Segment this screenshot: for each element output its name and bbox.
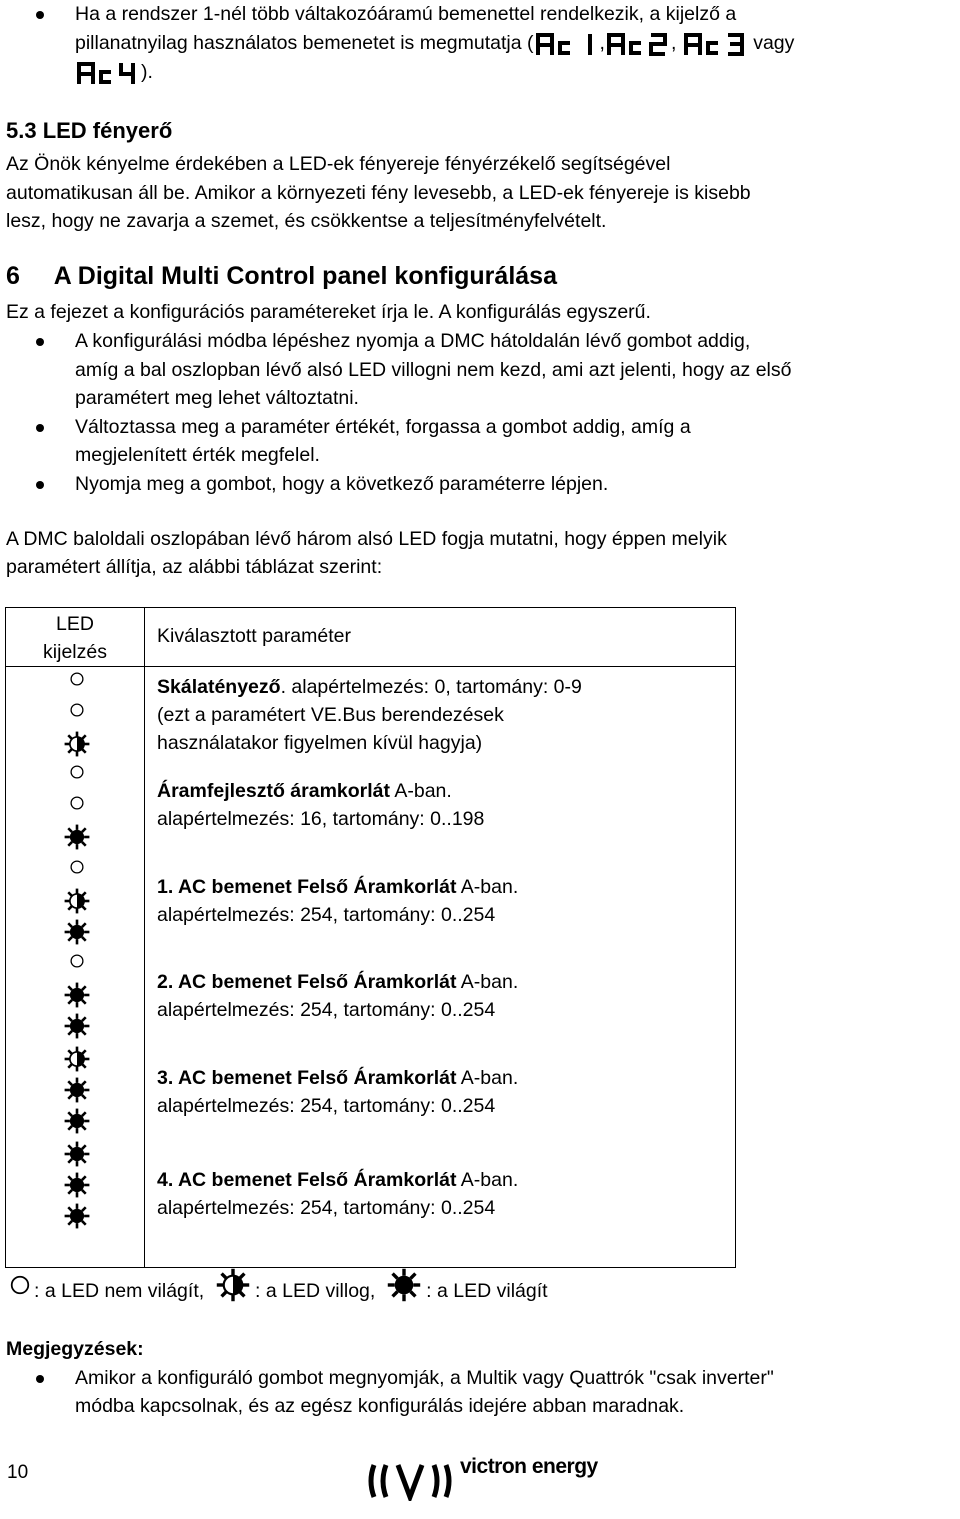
led-on-icon bbox=[64, 1172, 90, 1204]
intro-end: ). bbox=[141, 61, 153, 83]
bullet-dot bbox=[36, 481, 44, 489]
legend bbox=[6, 1268, 548, 1316]
display-ac1-icon bbox=[534, 31, 600, 57]
led-off-icon bbox=[6, 1271, 34, 1313]
section-6-para: A DMC baloldali oszlopában lévő három alsó LED fogja mutatni, hogy éppen melyik bbox=[6, 528, 727, 550]
led-on-icon bbox=[64, 919, 90, 951]
param-row-5 bbox=[157, 1064, 518, 1120]
bullet-dot bbox=[36, 424, 44, 432]
section-6-intro: Ez a fejezet a konfigurációs paramétereket írja le. A konfigurálás egyszerű. bbox=[6, 301, 651, 323]
header-led-line: kijelzés bbox=[43, 641, 107, 663]
victron-logo-mark-icon bbox=[366, 1461, 456, 1501]
param-row-4 bbox=[157, 968, 518, 1024]
display-ac2-icon bbox=[605, 31, 671, 57]
param-row-3 bbox=[157, 873, 518, 929]
param-detail: alapértelmezés: 16, tartomány: 0..198 bbox=[157, 808, 485, 830]
param-name: Áramfejlesztő áramkorlát bbox=[157, 780, 391, 802]
notes-heading: Megjegyzések: bbox=[6, 1338, 144, 1360]
separator: , bbox=[599, 32, 605, 54]
param-name: 1. AC bemenet Felső Áramkorlát bbox=[157, 876, 457, 898]
config-step-line: Nyomja meg a gombot, hogy a következő paraméterre lépjen. bbox=[75, 473, 609, 495]
separator-vagy: vagy bbox=[753, 32, 795, 54]
intro-line-1: Ha a rendszer 1-nél több váltakozóáramú bemenettel rendelkezik, a kijelző a bbox=[75, 3, 737, 25]
config-step-line: paramétert meg lehet változtatni. bbox=[75, 387, 359, 409]
led-on-icon bbox=[64, 1013, 90, 1045]
led-on-icon bbox=[387, 1268, 421, 1316]
legend-blink-label: : a LED villog, bbox=[255, 1280, 376, 1303]
param-row-1 bbox=[157, 673, 582, 757]
section-heading-6: 6 A Digital Multi Control panel konfigurálása bbox=[6, 262, 557, 290]
param-rest: A-ban. bbox=[456, 876, 519, 898]
led-on-icon bbox=[64, 1203, 90, 1235]
led-off-icon bbox=[67, 762, 87, 788]
brand-name: victron energy bbox=[460, 1455, 598, 1478]
led-column bbox=[6, 667, 145, 1268]
section-6-para: paramétert állítja, az alábbi táblázat szerint: bbox=[6, 556, 383, 578]
led-on-icon bbox=[64, 1141, 90, 1173]
param-detail: használatakor figyelmen kívül hagyja) bbox=[157, 732, 483, 754]
param-rest: A-ban. bbox=[390, 780, 452, 802]
notes-line: Amikor a konfiguráló gombot megnyomják, a Multik vagy Quattrók "csak inverter" bbox=[75, 1367, 774, 1389]
legend-on-label: : a LED világít bbox=[426, 1280, 548, 1303]
table-row bbox=[6, 667, 736, 1268]
intro-line-3 bbox=[75, 58, 153, 87]
config-step-line: amíg a bal oszlopban lévő alsó LED villogni nem kezd, ami azt jelenti, hogy az első bbox=[75, 359, 792, 381]
config-step-line: A konfigurálási módba lépéshez nyomja a DMC hátoldalán lévő gombot addig, bbox=[75, 330, 751, 352]
display-ac3-icon bbox=[682, 31, 748, 57]
bullet-dot bbox=[36, 1375, 44, 1383]
config-step-line: megjelenített érték megfelel. bbox=[75, 444, 320, 466]
intro-text: pillanatnyilag használatos bemenetet is megmutatja ( bbox=[75, 32, 534, 54]
section-heading-5-3: 5.3 LED fényerő bbox=[6, 118, 173, 143]
config-table bbox=[5, 607, 736, 1268]
header-param-label: Kiválasztott paraméter bbox=[157, 625, 352, 647]
param-detail: (ezt a paramétert VE.Bus berendezések bbox=[157, 704, 504, 726]
param-name: Skálatényező bbox=[157, 676, 281, 698]
section-5-3-line: Az Önök kényelme érdekében a LED-ek fényereje fényérzékelő segítségével bbox=[6, 153, 671, 175]
param-name: 2. AC bemenet Felső Áramkorlát bbox=[157, 971, 457, 993]
led-off-icon bbox=[67, 700, 87, 726]
param-rest: A-ban. bbox=[456, 1067, 519, 1089]
legend-off-label: : a LED nem világít, bbox=[34, 1280, 205, 1303]
led-blink-icon bbox=[64, 1046, 90, 1078]
led-blink-icon bbox=[216, 1268, 250, 1316]
led-off-icon bbox=[67, 857, 87, 883]
header-param bbox=[145, 608, 736, 667]
param-detail: alapértelmezés: 254, tartomány: 0..254 bbox=[157, 999, 496, 1021]
param-name: 4. AC bemenet Felső Áramkorlát bbox=[157, 1169, 457, 1191]
config-step-line: Változtassa meg a paraméter értékét, forgassa a gombot addig, amíg a bbox=[75, 416, 691, 438]
notes-line: módba kapcsolnak, és az egész konfigurálás idejére abban maradnak. bbox=[75, 1395, 685, 1417]
led-blink-icon bbox=[64, 731, 90, 763]
led-off-icon bbox=[67, 951, 87, 977]
led-off-icon bbox=[67, 793, 87, 819]
param-rest: . alapértelmezés: 0, tartomány: 0-9 bbox=[280, 676, 582, 698]
led-on-icon bbox=[64, 824, 90, 856]
header-led-line: LED bbox=[56, 613, 94, 635]
bullet-dot bbox=[36, 338, 44, 346]
led-on-icon bbox=[64, 1077, 90, 1109]
param-detail: alapértelmezés: 254, tartomány: 0..254 bbox=[157, 1095, 496, 1117]
header-led bbox=[6, 608, 145, 667]
led-on-icon bbox=[64, 1108, 90, 1140]
page-number: 10 bbox=[7, 1462, 29, 1483]
param-detail: alapértelmezés: 254, tartomány: 0..254 bbox=[157, 1197, 496, 1219]
led-on-icon bbox=[64, 982, 90, 1014]
led-off-icon bbox=[67, 669, 87, 695]
section-5-3-line: automatikusan áll be. Amikor a környezeti fény levesebb, a LED-ek fényereje is kisebb bbox=[6, 182, 751, 204]
param-column bbox=[145, 667, 736, 1268]
param-rest: A-ban. bbox=[456, 1169, 519, 1191]
intro-line-2 bbox=[75, 29, 794, 58]
param-row-6 bbox=[157, 1166, 518, 1222]
section-5-3-line: lesz, hogy ne zavarja a szemet, és csökkentse a teljesítményfelvételt. bbox=[6, 210, 607, 232]
bullet-dot bbox=[36, 11, 44, 19]
param-detail: alapértelmezés: 254, tartomány: 0..254 bbox=[157, 904, 496, 926]
table-header-row bbox=[6, 608, 736, 667]
separator: , bbox=[670, 32, 677, 54]
param-rest: A-ban. bbox=[456, 971, 519, 993]
led-blink-icon bbox=[64, 888, 90, 920]
param-name: 3. AC bemenet Felső Áramkorlát bbox=[157, 1067, 457, 1089]
display-ac4-icon bbox=[75, 60, 141, 86]
param-row-2 bbox=[157, 777, 484, 833]
